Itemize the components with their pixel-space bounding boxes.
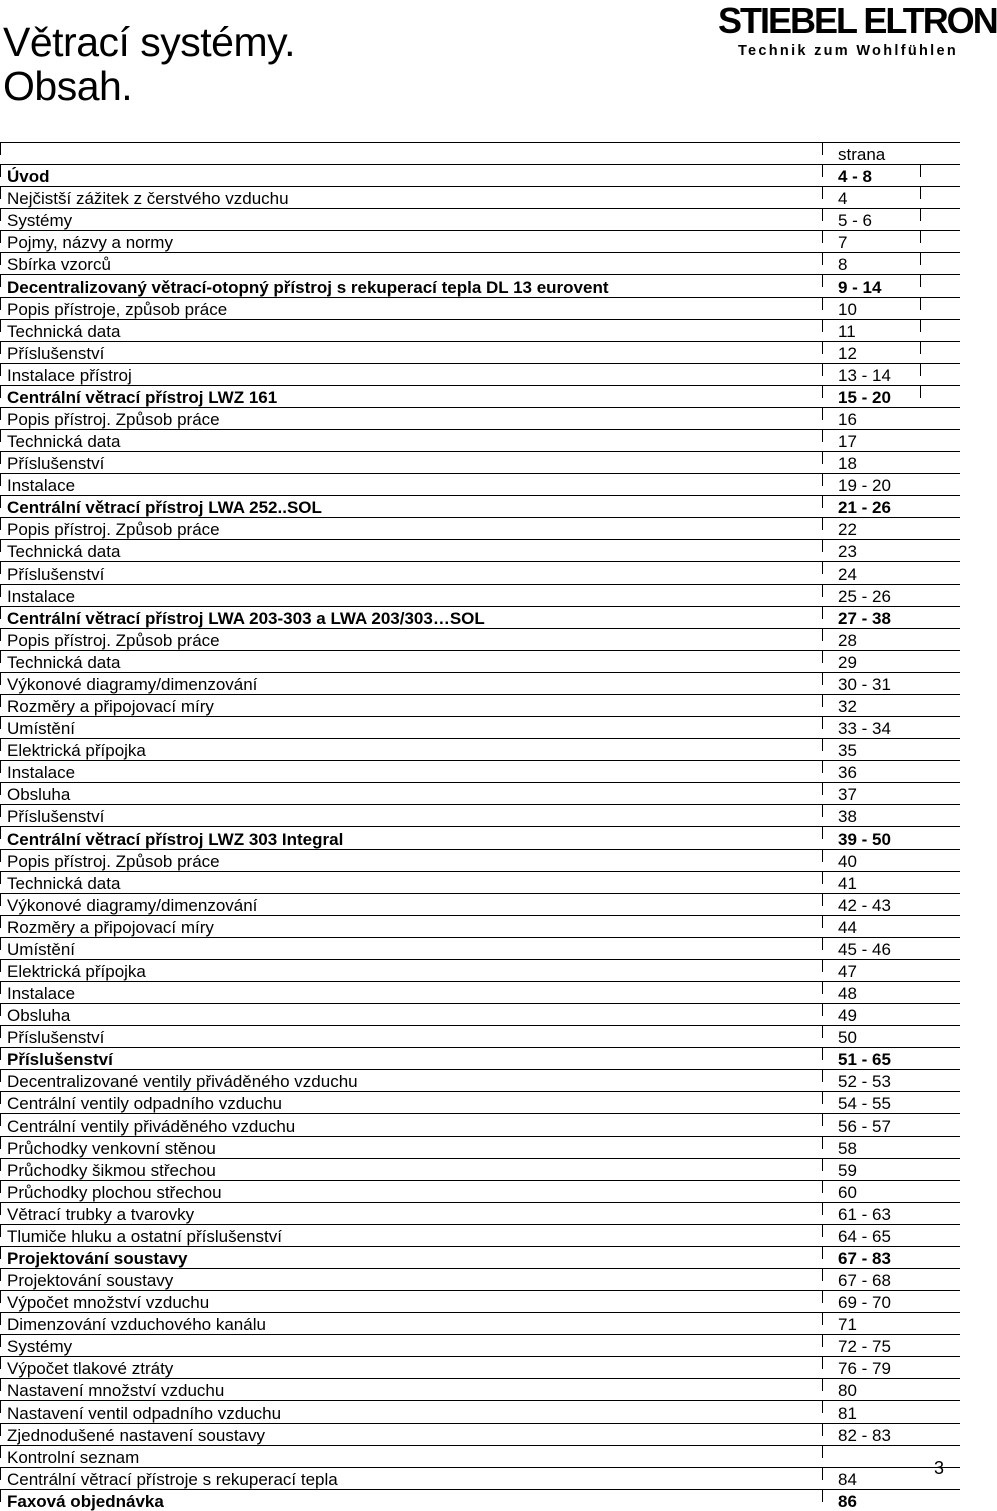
toc-section-row	[0, 274, 960, 296]
toc-entry-row	[0, 915, 960, 937]
brand-logo	[718, 0, 997, 60]
toc-entry-pages: 33 - 34	[838, 719, 891, 739]
toc-entry-label: Průchodky venkovní stěnou	[7, 1138, 216, 1158]
toc-entry-row	[0, 1091, 960, 1113]
toc-entry-pages: 80	[838, 1381, 857, 1401]
toc-entry-label: Obsluha	[7, 1006, 71, 1026]
toc-entry-pages: 4	[838, 189, 848, 209]
toc-entry-row	[0, 694, 960, 716]
toc-section-row	[0, 1246, 960, 1268]
toc-entry-row	[0, 628, 960, 650]
toc-entry-pages: 22	[838, 520, 857, 540]
toc-entry-pages: 27 - 38	[838, 608, 891, 628]
toc-entry-pages: 49	[838, 1006, 857, 1026]
toc-entry-label: Popis přístroje, způsob práce	[7, 299, 228, 319]
toc-entry-row	[0, 849, 960, 871]
toc-entry-label: Příslušenství	[7, 343, 105, 363]
toc-entry-pages: 28	[838, 630, 857, 650]
page-title	[3, 20, 295, 108]
toc-entry-pages: 47	[838, 961, 857, 981]
toc-entry-label: Decentralizovaný větrací-otopný přístroj s rekuperací tepla DL 13 eurovent	[7, 277, 609, 297]
toc-entry-pages: 44	[838, 917, 857, 937]
toc-entry-pages: 84	[838, 1469, 857, 1489]
toc-entry-pages: 39 - 50	[838, 829, 891, 849]
toc-entry-pages: 48	[838, 984, 857, 1004]
toc-entry-row	[0, 363, 960, 385]
toc-entry-row	[0, 230, 960, 252]
toc-entry-pages: 10	[838, 299, 857, 319]
toc-entry-label: Centrální větrací přístroj LWA 252..SOL	[7, 498, 322, 518]
toc-entry-row	[0, 1136, 960, 1158]
toc-entry-label: Výkonové diagramy/dimenzování	[7, 674, 258, 694]
toc-entry-pages: 82 - 83	[838, 1425, 891, 1445]
toc-entry-row	[0, 1180, 960, 1202]
toc-entry-row	[0, 319, 960, 341]
toc-entry-pages: 67 - 68	[838, 1271, 891, 1291]
toc-section-row	[0, 826, 960, 848]
toc-entry-row	[0, 1158, 960, 1180]
toc-entry-label: Příslušenství	[7, 807, 105, 827]
toc-entry-pages: 86	[838, 1491, 857, 1511]
toc-entry-row	[0, 584, 960, 606]
toc-entry-pages: 21 - 26	[838, 498, 891, 518]
toc-entry-row	[0, 650, 960, 672]
toc-section-row	[0, 606, 960, 628]
toc-entry-row	[0, 341, 960, 363]
toc-entry-pages: 30 - 31	[838, 674, 891, 694]
toc-entry-pages: 41	[838, 873, 857, 893]
toc-entry-row	[0, 1445, 960, 1467]
toc-entry-label: Sbírka vzorců	[7, 255, 111, 275]
toc-entry-pages: 54 - 55	[838, 1094, 891, 1114]
toc-entry-label: Technická data	[7, 652, 121, 672]
toc-entry-pages: 17	[838, 432, 857, 452]
page-number: 3	[934, 1458, 945, 1478]
toc-entry-pages: 52 - 53	[838, 1072, 891, 1092]
toc-entry-pages: 12	[838, 343, 857, 363]
toc-entry-row	[0, 1312, 960, 1334]
toc-entry-pages: 32	[838, 697, 857, 717]
page-title-line2: Obsah.	[3, 63, 133, 109]
toc-entry-pages: 40	[838, 851, 857, 871]
toc-entry-row	[0, 473, 960, 495]
toc-entry-row	[0, 871, 960, 893]
toc-entry-label: Centrální větrací přístroje s rekuperací tepla	[7, 1469, 338, 1489]
toc-entry-row	[0, 407, 960, 429]
toc-entry-pages: 71	[838, 1315, 857, 1335]
toc-entry-pages: 18	[838, 454, 857, 474]
toc-entry-row	[0, 1113, 960, 1135]
toc-entry-label: Instalace	[7, 586, 76, 606]
toc-entry-pages: 5 - 6	[838, 211, 873, 231]
toc-entry-label: Umístění	[7, 719, 76, 739]
toc-entry-label: Úvod	[7, 167, 50, 187]
toc-entry-label: Technická data	[7, 321, 121, 341]
toc-entry-label: Technická data	[7, 542, 121, 562]
toc-entry-pages: 42 - 43	[838, 895, 891, 915]
toc-entry-label: Instalace	[7, 476, 76, 496]
toc-entry-pages: 50	[838, 1028, 857, 1048]
toc-entry-label: Nejčistší zážitek z čerstvého vzduchu	[7, 189, 289, 209]
toc-entry-pages: 7	[838, 233, 848, 253]
toc-entry-pages: 58	[838, 1138, 857, 1158]
toc-section-row	[0, 1047, 960, 1069]
toc-entry-pages: 4 - 8	[838, 167, 873, 187]
toc-entry-row	[0, 1467, 960, 1489]
toc-entry-pages: 15 - 20	[838, 387, 891, 407]
toc-entry-label: Projektování soustavy	[7, 1271, 174, 1291]
toc-entry-pages: 45 - 46	[838, 939, 891, 959]
toc-entry-label: Faxová objednávka	[7, 1491, 164, 1511]
toc-section-row	[0, 385, 960, 407]
toc-entry-label: Popis přístroj. Způsob práce	[7, 630, 220, 650]
toc-entry-label: Instalace	[7, 763, 76, 783]
toc-entry-label: Průchodky plochou střechou	[7, 1182, 222, 1202]
toc-entry-label: Centrální větrací přístroj LWA 203-303 a LWA 203/303…SOL	[7, 608, 485, 628]
toc-entry-label: Rozměry a připojovací míry	[7, 697, 214, 717]
toc-entry-pages: 37	[838, 785, 857, 805]
toc-entry-label: Rozměry a připojovací míry	[7, 917, 214, 937]
toc-entry-label: Pojmy, názvy a normy	[7, 233, 173, 253]
toc-entry-row	[0, 1268, 960, 1290]
toc-entry-pages: 24	[838, 564, 857, 584]
toc-entry-label: Instalace	[7, 984, 76, 1004]
toc-entry-label: Nastavení ventil odpadního vzduchu	[7, 1403, 282, 1423]
toc-entry-pages: 67 - 83	[838, 1248, 891, 1268]
toc-entry-row	[0, 1423, 960, 1445]
toc-entry-pages: 38	[838, 807, 857, 827]
toc-entry-label: Centrální ventily přiváděného vzduchu	[7, 1116, 296, 1136]
toc-entry-pages: 29	[838, 652, 857, 672]
toc-header-row	[0, 142, 960, 164]
page-title-line1: Větrací systémy.	[3, 19, 295, 65]
toc-entry-pages: 64 - 65	[838, 1226, 891, 1246]
toc-entry-pages: 51 - 65	[838, 1050, 891, 1070]
toc-entry-label: Příslušenství	[7, 1028, 105, 1048]
toc-entry-label: Centrální větrací přístroj LWZ 161	[7, 387, 278, 407]
toc-entry-row	[0, 1003, 960, 1025]
toc-entry-row	[0, 1025, 960, 1047]
toc-entry-label: Příslušenství	[7, 1050, 113, 1070]
toc-entry-row	[0, 539, 960, 561]
toc-entry-label: Umístění	[7, 939, 76, 959]
toc-entry-row	[0, 893, 960, 915]
toc-entry-label: Decentralizované ventily přiváděného vzduchu	[7, 1072, 358, 1092]
brand-name: STIEBEL ELTRON	[718, 0, 997, 41]
toc-entry-pages: 8	[838, 255, 848, 275]
brand-tagline: Technik zum Wohlfühlen	[737, 43, 958, 59]
toc-entry-label: Systémy	[7, 1337, 73, 1357]
toc-entry-pages: 35	[838, 741, 857, 761]
toc-entry-pages: 56 - 57	[838, 1116, 891, 1136]
toc-entry-label: Průchodky šikmou střechou	[7, 1160, 216, 1180]
toc-entry-row	[0, 561, 960, 583]
toc-entry-row	[0, 1378, 960, 1400]
toc-entry-row	[0, 1202, 960, 1224]
toc-entry-pages: 72 - 75	[838, 1337, 891, 1357]
toc-entry-label: Elektrická přípojka	[7, 961, 146, 981]
toc-entry-row	[0, 517, 960, 539]
toc-entry-pages: 11	[838, 321, 856, 341]
page-column-label: strana	[838, 145, 886, 165]
toc-entry-pages: 23	[838, 542, 857, 562]
toc-entry-row	[0, 1334, 960, 1356]
toc-entry-row	[0, 297, 960, 319]
toc-entry-row	[0, 1069, 960, 1091]
toc-entry-pages: 16	[838, 410, 857, 430]
toc-entry-pages: 9 - 14	[838, 277, 882, 297]
toc-entry-label: Popis přístroj. Způsob práce	[7, 410, 220, 430]
toc-entry-row	[0, 716, 960, 738]
toc-entry-row	[0, 1290, 960, 1312]
toc-entry-row	[0, 186, 960, 208]
toc-entry-pages: 69 - 70	[838, 1293, 891, 1313]
toc-entry-row	[0, 1356, 960, 1378]
toc-entry-row	[0, 252, 960, 274]
toc-entry-label: Centrální ventily odpadního vzduchu	[7, 1094, 283, 1114]
toc-entry-row	[0, 981, 960, 1003]
toc-entry-label: Dimenzování vzduchového kanálu	[7, 1315, 266, 1335]
toc-entry-row	[0, 429, 960, 451]
toc-entry-row	[0, 738, 960, 760]
toc-entry-label: Technická data	[7, 873, 121, 893]
toc-entry-pages: 59	[838, 1160, 857, 1180]
toc-entry-row	[0, 672, 960, 694]
toc-entry-row	[0, 959, 960, 981]
toc-section-row	[0, 1489, 960, 1511]
toc-entry-label: Příslušenství	[7, 454, 105, 474]
toc-entry-pages: 61 - 63	[838, 1204, 891, 1224]
table-of-contents	[0, 142, 960, 1511]
toc-section-row	[0, 164, 960, 186]
toc-entry-label: Instalace přístroj	[7, 365, 132, 385]
toc-entry-pages: 19 - 20	[838, 476, 891, 496]
toc-entry-pages: 36	[838, 763, 857, 783]
toc-entry-row	[0, 208, 960, 230]
toc-entry-row	[0, 1224, 960, 1246]
toc-entry-label: Větrací trubky a tvarovky	[7, 1204, 195, 1224]
toc-entry-label: Příslušenství	[7, 564, 105, 584]
toc-entry-label: Zjednodušené nastavení soustavy	[7, 1425, 266, 1445]
toc-entry-row	[0, 1400, 960, 1422]
toc-entry-pages: 76 - 79	[838, 1359, 891, 1379]
toc-entry-label: Popis přístroj. Způsob práce	[7, 520, 220, 540]
toc-entry-pages: 60	[838, 1182, 857, 1202]
toc-entry-row	[0, 937, 960, 959]
toc-entry-pages: 25 - 26	[838, 586, 891, 606]
toc-entry-row	[0, 451, 960, 473]
toc-entry-pages: 81	[838, 1403, 857, 1423]
toc-entry-row	[0, 760, 960, 782]
toc-entry-row	[0, 782, 960, 804]
toc-entry-label: Výpočet tlakové ztráty	[7, 1359, 174, 1379]
toc-entry-label: Výkonové diagramy/dimenzování	[7, 895, 258, 915]
toc-section-row	[0, 495, 960, 517]
toc-entry-label: Kontrolní seznam	[7, 1447, 140, 1467]
toc-entry-row	[0, 804, 960, 826]
toc-entry-label: Projektování soustavy	[7, 1248, 188, 1268]
toc-entry-label: Tlumiče hluku a ostatní příslušenství	[7, 1226, 282, 1246]
toc-entry-label: Systémy	[7, 211, 73, 231]
toc-entry-label: Technická data	[7, 432, 121, 452]
toc-entry-label: Elektrická přípojka	[7, 741, 146, 761]
toc-entry-label: Obsluha	[7, 785, 71, 805]
toc-entry-label: Výpočet množství vzduchu	[7, 1293, 210, 1313]
toc-entry-pages: 13 - 14	[838, 365, 891, 385]
toc-entry-label: Centrální větrací přístroj LWZ 303 Integral	[7, 829, 344, 849]
toc-entry-label: Nastavení množství vzduchu	[7, 1381, 225, 1401]
toc-entry-label: Popis přístroj. Způsob práce	[7, 851, 220, 871]
